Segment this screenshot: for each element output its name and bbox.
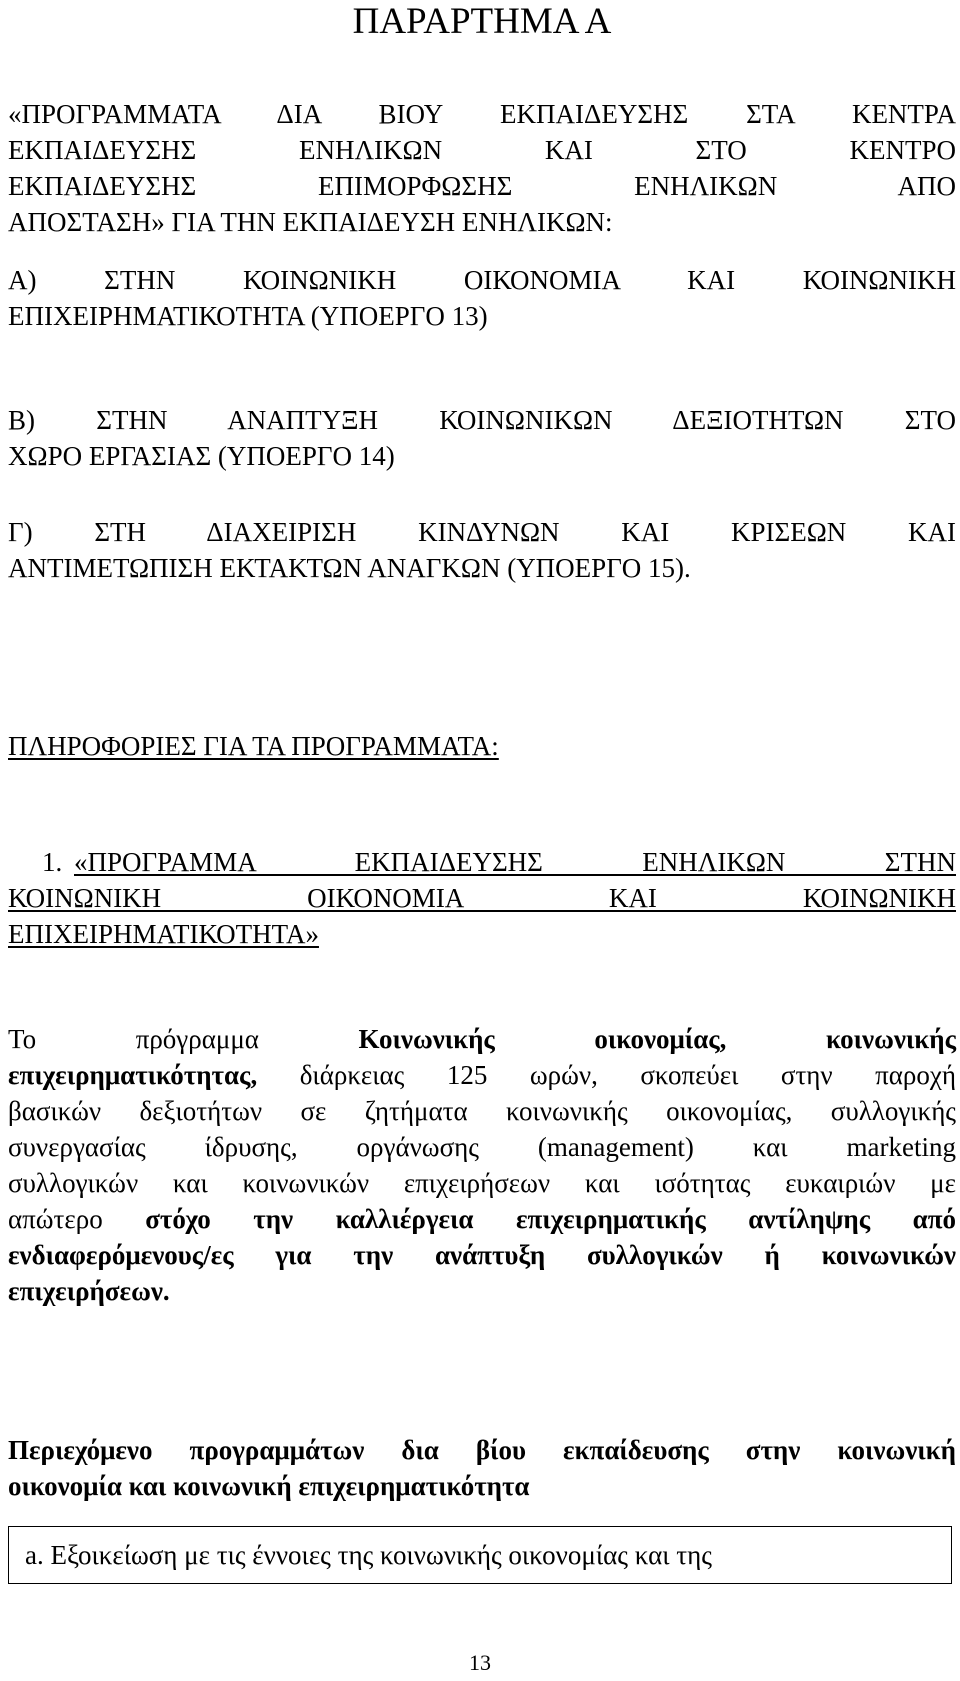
- content-heading-line: Περιεχόμενο προγραμμάτων δια βίου εκπαίδευσης στην κοινωνική: [8, 1435, 956, 1465]
- body-line: [8, 1057, 956, 1093]
- intro-line: ΑΠΟΣΤΑΣΗ» ΓΙΑ ΤΗΝ ΕΚΠΑΙΔΕΥΣΗ ΕΝΗΛΙΚΩΝ:: [8, 207, 613, 237]
- body-text-bold: επιχειρηματικότητας,: [8, 1060, 258, 1090]
- item-a-line: ΕΠΙΧΕΙΡΗΜΑΤΙΚΟΤΗΤΑ (ΥΠΟΕΡΓΟ 13): [8, 301, 488, 331]
- page-number: 13: [469, 1650, 491, 1675]
- page-title: ΠΑΡΑΡΤΗΜΑ Α: [352, 1, 612, 42]
- body-line: βασικών δεξιοτήτων σε ζητήματα κοινωνικής οικονομίας, συλλογικής: [8, 1096, 956, 1126]
- intro-line: «ΠΡΟΓΡΑΜΜΑΤΑ ΔΙΑ ΒΙΟΥ ΕΚΠΑΙΔΕΥΣΗΣ ΣΤΑ ΚΕΝΤΡΑ: [8, 99, 956, 129]
- program-1-line: ΚΟΙΝΩΝΙΚΗ ΟΙΚΟΝΟΜΙΑ ΚΑΙ ΚΟΙΝΩΝΙΚΗ: [8, 883, 956, 913]
- intro-line: ΕΚΠΑΙΔΕΥΣΗΣ ΕΝΗΛΙΚΩΝ ΚΑΙ ΣΤΟ ΚΕΝΤΡΟ: [8, 135, 956, 165]
- body-text-bold: Κοινωνικής οικονομίας, κοινωνικής: [358, 1024, 957, 1054]
- body-line: ενδιαφερόμενους/ες για την ανάπτυξη συλλογικών ή κοινωνικών: [8, 1240, 956, 1270]
- info-heading: [8, 728, 956, 764]
- content-table: [8, 1526, 952, 1584]
- body-text: διάρκειας 125 ωρών, σκοπεύει στην παροχή: [257, 1060, 956, 1090]
- body-line: επιχειρήσεων.: [8, 1276, 170, 1306]
- item-b-line: ΧΩΡΟ ΕΡΓΑΣΙΑΣ (ΥΠΟΕΡΓΟ 14): [8, 441, 395, 471]
- content-heading-line: οικονομία και κοινωνική επιχειρηματικότητα: [8, 1471, 530, 1501]
- body-line: [8, 1021, 956, 1057]
- content-heading: [8, 1432, 956, 1504]
- body-line: συλλογικών και κοινωνικών επιχειρήσεων και ισότητας ευκαιριών με: [8, 1168, 956, 1198]
- program-1-line-text: ΕΠΙΧΕΙΡΗΜΑΤΙΚΟΤΗΤΑ»: [8, 919, 319, 949]
- body-text: Το πρόγραμμα: [8, 1024, 359, 1054]
- item-c: [8, 514, 956, 586]
- body-line: συνεργασίας ίδρυσης, οργάνωσης (management) και marketing: [8, 1132, 956, 1162]
- item-b-line: Β) ΣΤΗΝ ΑΝΑΠΤΥΞΗ ΚΟΙΝΩΝΙΚΩΝ ΔΕΞΙΟΤΗΤΩΝ ΣΤΟ: [8, 405, 956, 435]
- item-b: [8, 402, 956, 474]
- item-a: [8, 262, 956, 334]
- body-line: [8, 1201, 956, 1237]
- program-1-description: [8, 1021, 956, 1309]
- program-1-heading: [8, 844, 956, 952]
- body-text: απώτερο: [8, 1204, 146, 1234]
- document-page: [8, 0, 957, 1570]
- program-1-line: «ΠΡΟΓΡΑΜΜΑ ΕΚΠΑΙΔΕΥΣΗΣ ΕΝΗΛΙΚΩΝ ΣΤΗΝ: [74, 847, 956, 877]
- body-text-bold: στόχο την καλλιέργεια επιχειρηματικής αντίληψης από: [145, 1204, 956, 1234]
- item-c-line: ΑΝΤΙΜΕΤΩΠΙΣΗ ΕΚΤΑΚΤΩΝ ΑΝΑΓΚΩΝ (ΥΠΟΕΡΓΟ 15).: [8, 553, 691, 583]
- intro-heading: [8, 96, 956, 240]
- item-c-line: Γ) ΣΤΗ ΔΙΑΧΕΙΡΙΣΗ ΚΙΝΔΥΝΩΝ ΚΑΙ ΚΡΙΣΕΩΝ ΚΑΙ: [8, 517, 956, 547]
- table-row: a. Εξοικείωση με τις έννοιες της κοινωνικής οικονομίας και της: [25, 1540, 712, 1570]
- item-a-line: Α) ΣΤΗΝ ΚΟΙΝΩΝΙΚΗ ΟΙΚΟΝΟΜΙΑ ΚΑΙ ΚΟΙΝΩΝΙΚΗ: [8, 265, 956, 295]
- program-1-line: [8, 916, 956, 952]
- info-heading-text: ΠΛΗΡΟΦΟΡΙΕΣ ΓΙΑ ΤΑ ΠΡΟΓΡΑΜΜΑΤΑ:: [8, 731, 499, 761]
- intro-line: ΕΚΠΑΙΔΕΥΣΗΣ ΕΠΙΜΟΡΦΩΣΗΣ ΕΝΗΛΙΚΩΝ ΑΠΟ: [8, 171, 956, 201]
- program-number: 1.: [42, 847, 63, 877]
